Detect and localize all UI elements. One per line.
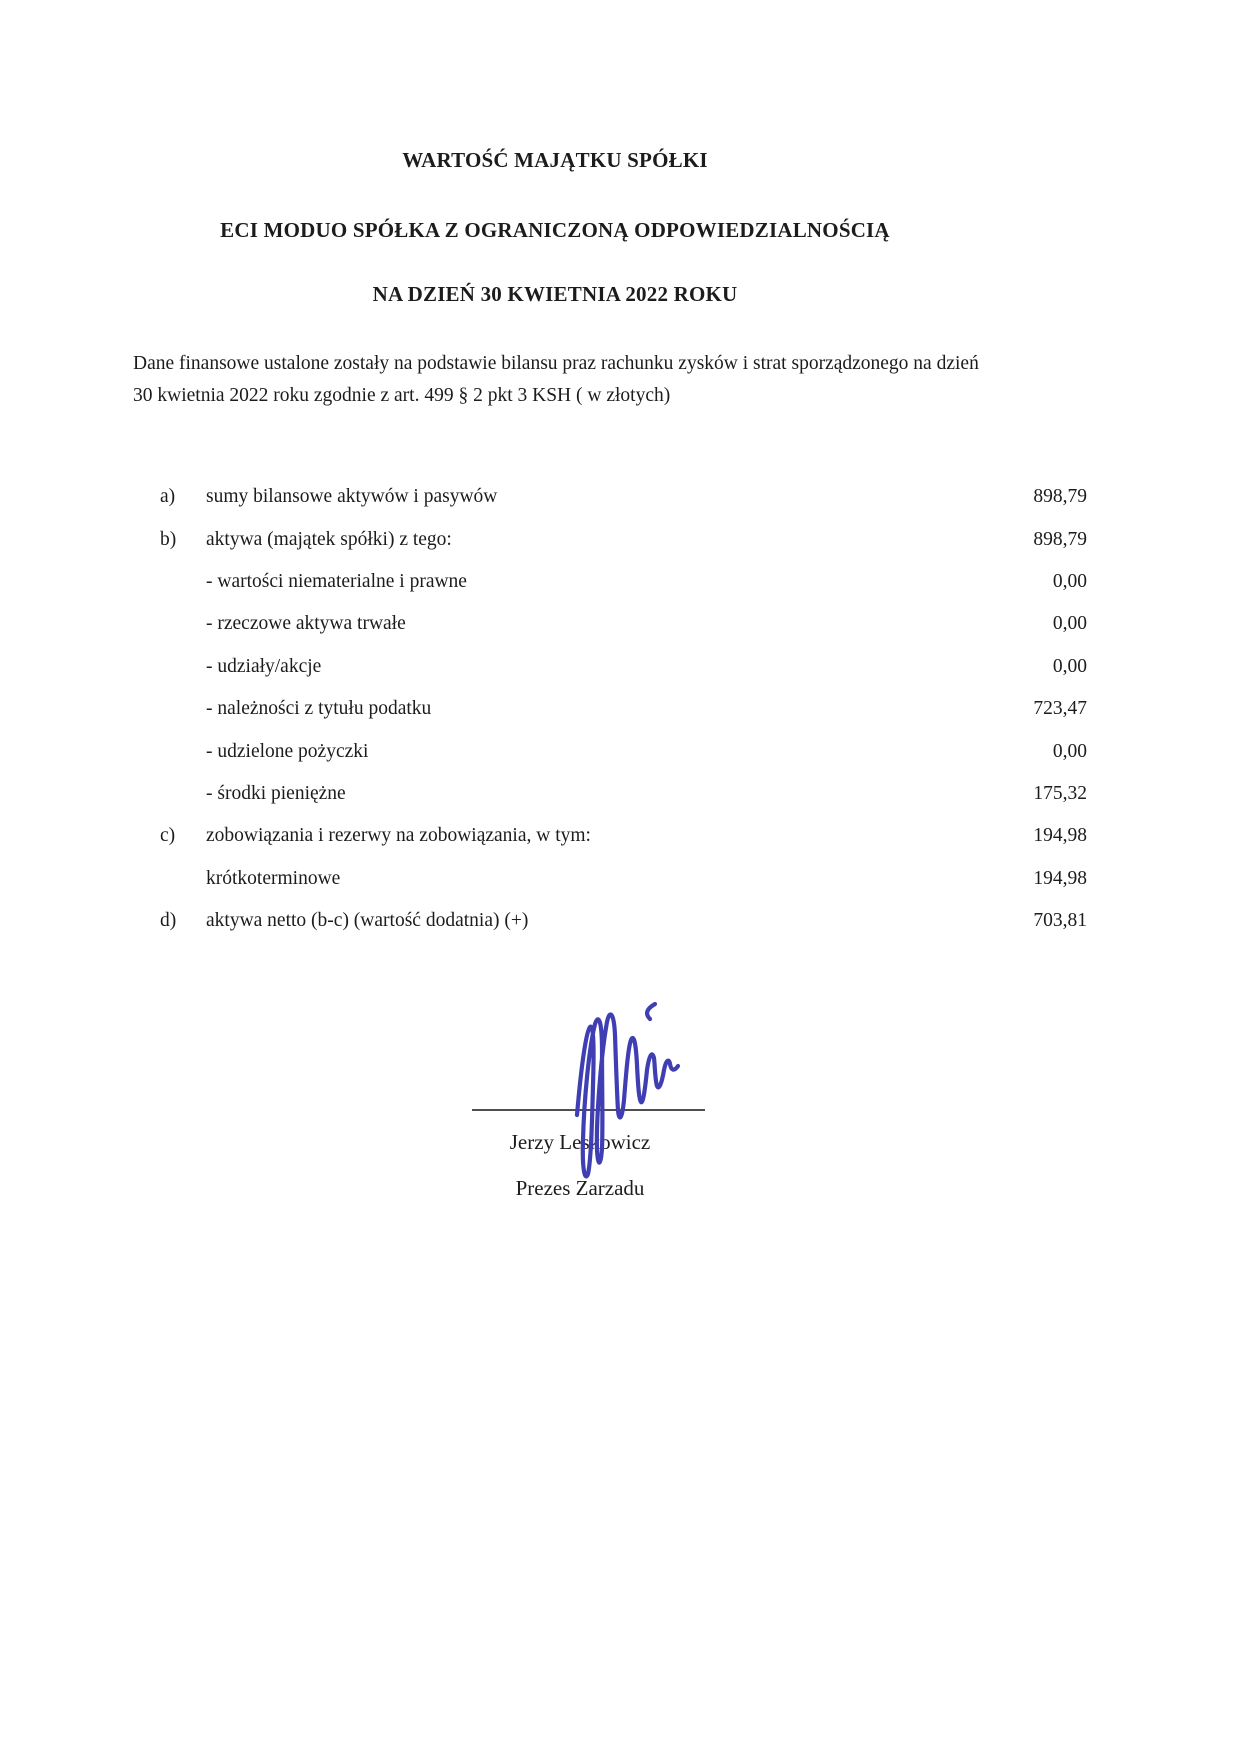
signatory-role: Prezes Zarzadu: [515, 1176, 645, 1200]
balance-row: [160, 603, 1087, 645]
row-value: 0,00: [1052, 613, 1087, 635]
row-label: - wartości niematerialne i prawne: [206, 570, 467, 592]
row-label: - rzeczowe aktywa trwałe: [206, 613, 406, 635]
balance-row: [160, 815, 1087, 857]
document-title: WARTOŚĆ MAJĄTKU SPÓŁKI: [402, 148, 708, 172]
row-label: - środki pieniężne: [206, 782, 346, 804]
row-label: aktywa netto (b-c) (wartość dodatnia) (+): [206, 910, 529, 932]
balance-row: [160, 858, 1087, 900]
signatory-name: Jerzy Leskowicz: [509, 1130, 651, 1154]
balance-row: [160, 773, 1087, 815]
row-label: krótkoterminowe: [206, 867, 341, 889]
balance-row: [160, 900, 1087, 942]
row-value: 898,79: [1033, 528, 1087, 550]
balance-row: [160, 646, 1087, 688]
row-label: sumy bilansowe aktywów i pasywów: [206, 486, 498, 508]
row-value: 723,47: [1033, 698, 1087, 720]
row-letter: b): [160, 528, 177, 550]
row-label: - udzielone pożyczki: [206, 740, 369, 762]
row-label: - udziały/akcje: [206, 655, 322, 677]
balance-row: [160, 730, 1087, 772]
row-letter: d): [160, 910, 177, 932]
row-value: 175,32: [1033, 782, 1087, 804]
row-value: 0,00: [1052, 655, 1087, 677]
as-of-date: NA DZIEŃ 30 KWIETNIA 2022 ROKU: [372, 282, 738, 306]
row-value: 194,98: [1033, 867, 1087, 889]
intro-paragraph: Dane finansowe ustalone zostały na podstawie bilansu praz rachunku zysków i strat sporządzonego na dzień 30 kwietnia 2022 roku zgodnie z art. 499 § 2 pkt 3 KSH ( w złotych): [133, 353, 979, 406]
row-letter: a): [160, 486, 176, 508]
row-label: aktywa (majątek spółki) z tego:: [206, 528, 452, 550]
row-value: 0,00: [1052, 740, 1087, 762]
signature-line: [472, 1109, 705, 1111]
balance-row: [160, 688, 1087, 730]
row-label: zobowiązania i rezerwy na zobowiązania, w tym:: [206, 825, 591, 847]
balance-row: [160, 476, 1087, 518]
row-value: 898,79: [1033, 486, 1087, 508]
row-letter: c): [160, 825, 176, 847]
balance-row: [160, 518, 1087, 560]
row-value: 194,98: [1033, 825, 1087, 847]
row-value: 0,00: [1052, 570, 1087, 592]
balance-row: [160, 561, 1087, 603]
company-name: ECI MODUO SPÓŁKA Z OGRANICZONĄ ODPOWIEDZIALNOŚCIĄ: [220, 218, 890, 242]
row-value: 703,81: [1033, 910, 1087, 932]
row-label: - należności z tytułu podatku: [206, 698, 432, 720]
balance-rows: [160, 476, 1087, 942]
